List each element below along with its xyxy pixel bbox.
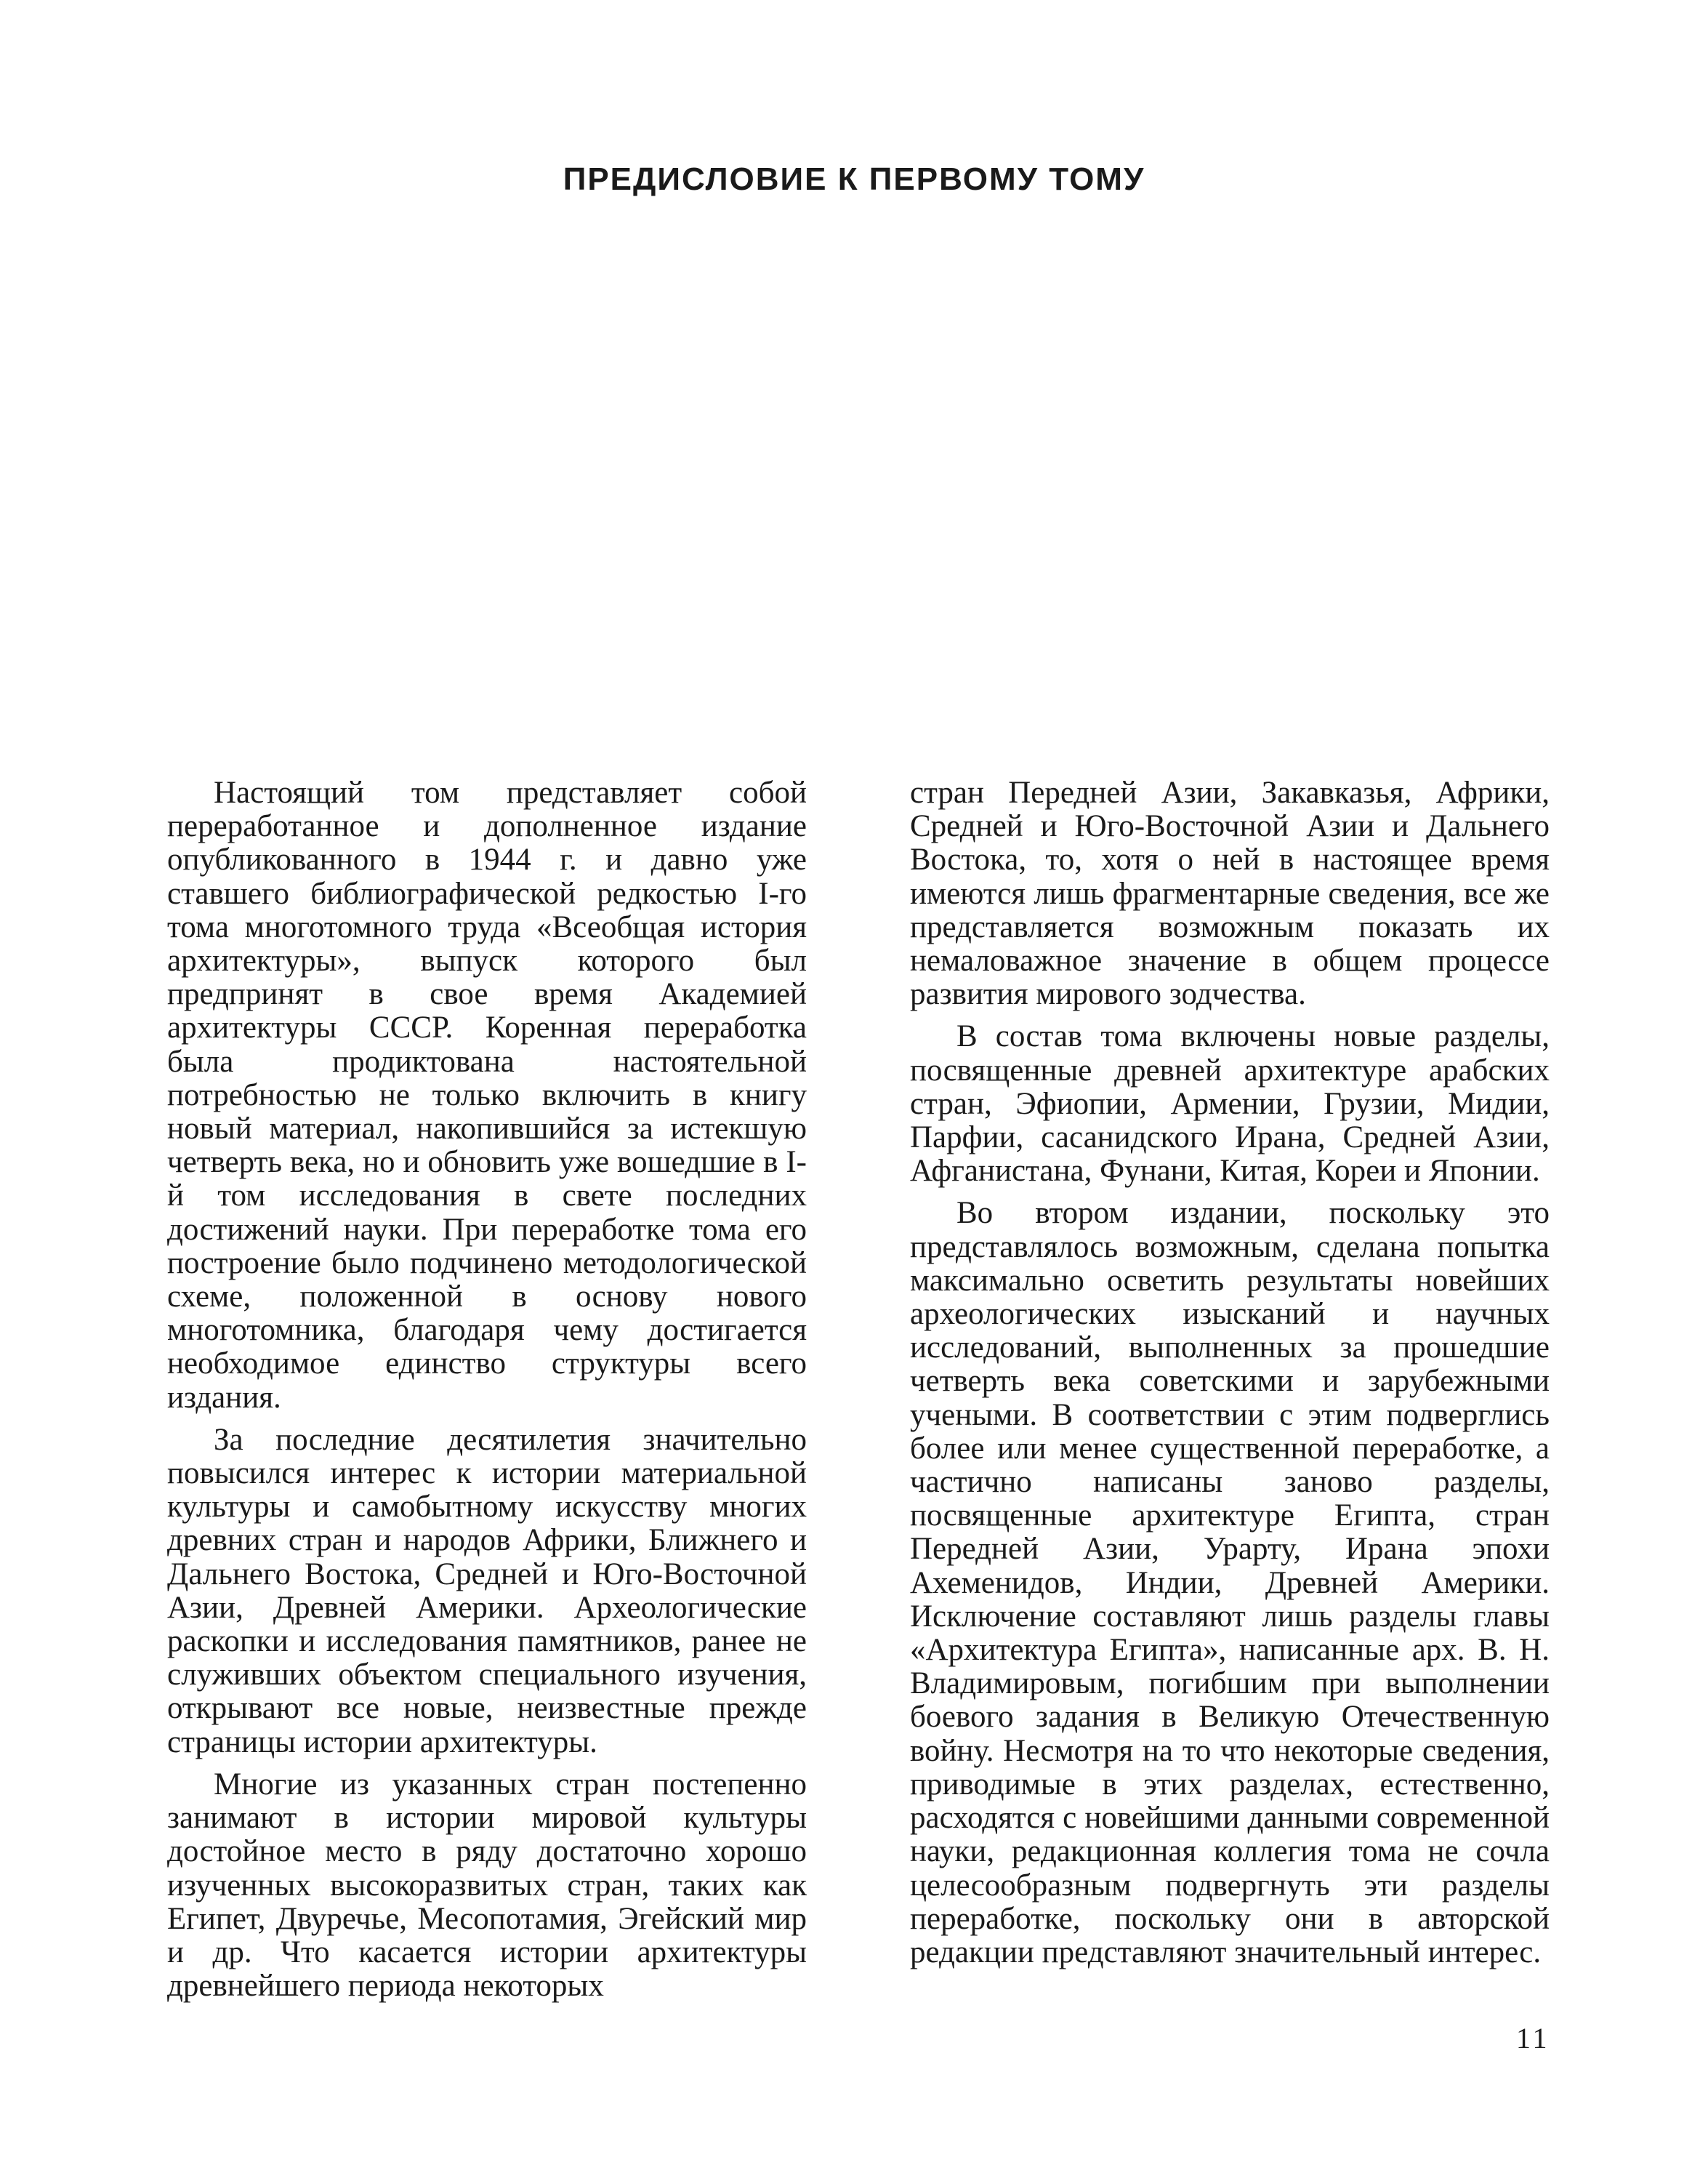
paragraph-continuation: стран Передней Азии, Закавказья, Африки, Средней и Юго-Восточной Азии и Дальнего Востока, то, хотя о ней в настоящее время имеются лишь фрагментарные сведения, все же представляется возможным показать их немаловажное значение в общем процессе развития мирового зодчества.	[910, 776, 1550, 1012]
paragraph: Многие из указанных стран постепенно занимают в истории мировой культуры достойное место в ряду достаточно хорошо изученных высокоразвитых стран, таких как Египет, Двуречье, Месопотамия, Эгейский мир и др. Что касается истории архитектуры древнейшего периода некоторых	[167, 1767, 807, 2004]
page-number: 11	[1516, 2022, 1550, 2055]
paragraph: Настоящий том представляет собой переработанное и дополненное издание опубликованного в 1944 г. и давно уже ставшего библиографической редкостью I-го тома многотомного труда «Всеобщая история архитектуры», выпуск которого был предпринят в свое время Академией архитектуры СССР. Коренная переработка была продиктована настоятельной потребностью не только включить в книгу новый материал, накопившийся за истекшую четверть века, но и обновить уже вошедшие в I-й том исследования в свете последних достижений науки. При переработке тома его построение было подчинено методологической схеме, положенной в основу нового многотомника, благодаря чему достигается необходимое единство структуры всего издания.	[167, 776, 807, 1415]
paragraph: В состав тома включены новые разделы, посвященные древней архитектуре арабских стран, Эфиопии, Армении, Грузии, Мидии, Парфии, сасанидского Ирана, Средней Азии, Афганистана, Фунани, Китая, Кореи и Японии.	[910, 1019, 1550, 1189]
page-title: ПРЕДИСЛОВИЕ К ПЕРВОМУ ТОМУ	[563, 161, 1145, 197]
paragraph: Во втором издании, поскольку это представлялось возможным, сделана попытка максимально осветить результаты новейших археологических изысканий и научных исследований, выполненных за прошедшие четверть века советскими и зарубежными учеными. В соответствии с этим подверглись более или менее существенной переработке, а частично написаны заново разделы, посвященные архитектуре Египта, стран Передней Азии, Урарту, Ирана эпохи Ахеменидов, Индии, Древней Америки. Исключение составляют лишь разделы главы «Архитектура Египта», написанные арх. В. Н. Владимировым, погибшим при выполнении боевого задания в Великую Отечественную войну. Несмотря на то что некоторые сведения, приводимые в этих разделах, естественно, расходятся с новейшими данными современной науки, редакционная коллегия тома не сочла целесообразным подвергнуть эти разделы переработке, поскольку они в авторской редакции представляют значительный интерес.	[910, 1196, 1550, 1969]
left-column	[167, 776, 807, 2003]
right-column	[910, 776, 1550, 1969]
paragraph: За последние десятилетия значительно повысился интерес к истории материальной культуры и самобытному искусству многих древних стран и народов Африки, Ближнего и Дальнего Востока, Средней и Юго-Восточной Азии, Древней Америки. Археологические раскопки и исследования памятников, ранее не служивших объектом специального изучения, открывают все новые, неизвестные прежде страницы истории архитектуры.	[167, 1422, 807, 1759]
